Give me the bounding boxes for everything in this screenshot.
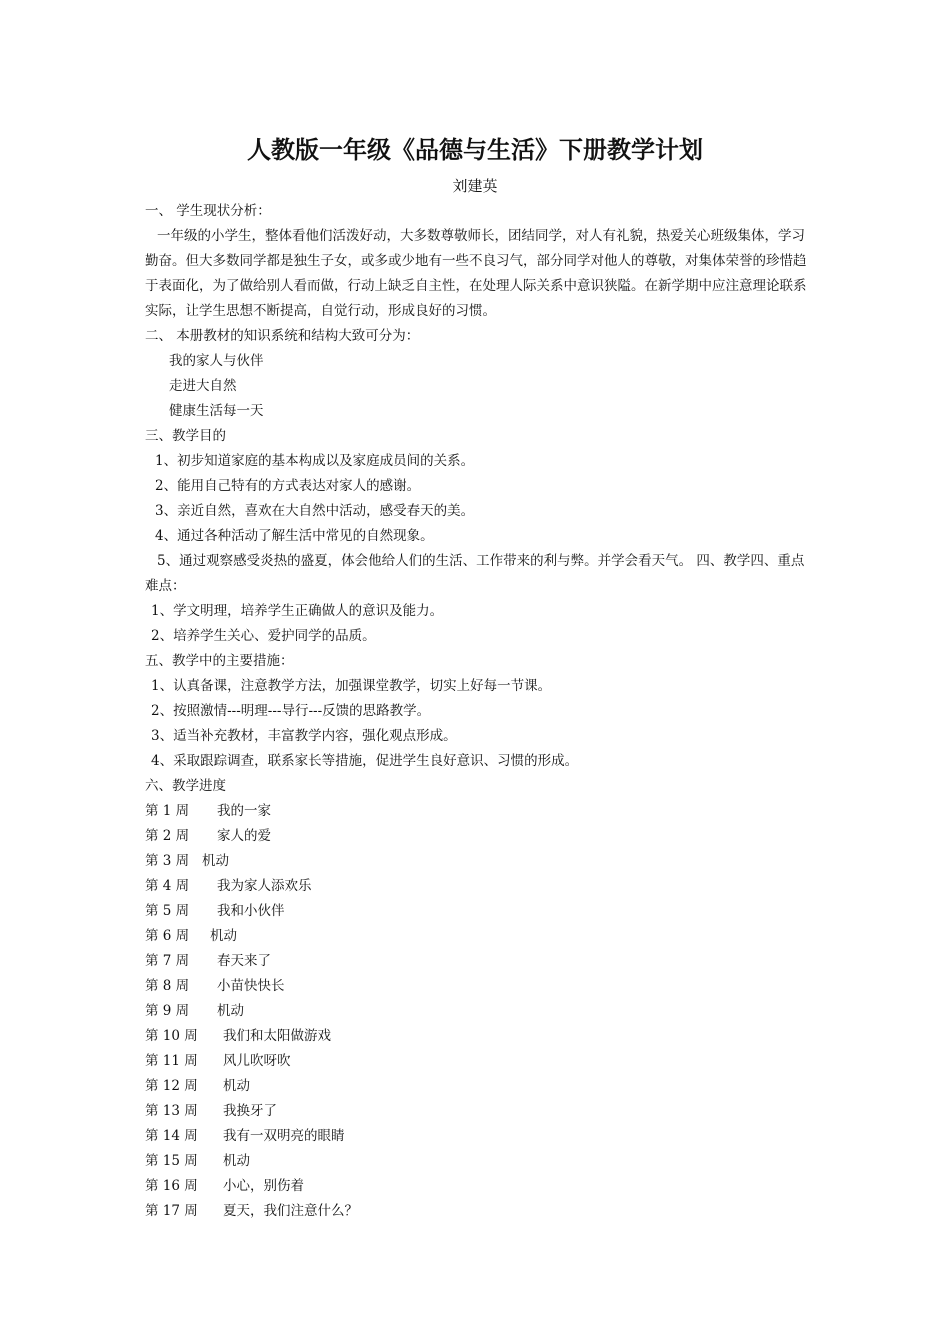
week-topic: 我为家人添欢乐 <box>217 878 312 894</box>
section-heading: 六、教学进度 <box>145 778 226 794</box>
schedule-row <box>145 874 810 899</box>
section-heading: 五、教学中的主要措施： <box>145 653 294 669</box>
week-topic: 我有一双明亮的眼睛 <box>223 1128 345 1144</box>
week-label: 第 1 周 <box>145 803 190 819</box>
schedule-row <box>145 799 810 824</box>
week-label: 第 9 周 <box>145 1003 190 1019</box>
week-label: 第 4 周 <box>145 878 190 894</box>
week-topic: 我换牙了 <box>223 1103 277 1119</box>
list-item: 健康生活每一天 <box>169 403 264 419</box>
schedule-row <box>145 924 810 949</box>
list-item: 3、亲近自然，喜欢在大自然中活动，感受春天的美。 <box>155 503 475 519</box>
schedule-row <box>145 974 810 999</box>
week-label: 第 7 周 <box>145 953 190 969</box>
schedule-row <box>145 1174 810 1199</box>
week-label: 第 15 周 <box>145 1153 198 1169</box>
week-topic: 机动 <box>223 1153 250 1169</box>
list-item: 2、按照激情---明理---导行---反馈的思路教学。 <box>151 703 431 719</box>
schedule-row <box>145 1149 810 1174</box>
week-label: 第 10 周 <box>145 1028 198 1044</box>
week-topic: 机动 <box>223 1078 250 1094</box>
list-item: 2、能用自己特有的方式表达对家人的感谢。 <box>155 478 421 494</box>
schedule-row <box>145 824 810 849</box>
week-label: 第 2 周 <box>145 828 190 844</box>
schedule-row <box>145 1024 810 1049</box>
list-item: 1、学文明理，培养学生正确做人的意识及能力。 <box>151 603 444 619</box>
week-label: 第 8 周 <box>145 978 190 994</box>
list-item: 4、采取跟踪调查，联系家长等措施，促进学生良好意识、习惯的形成。 <box>151 753 579 769</box>
week-label: 第 5 周 <box>145 903 190 919</box>
week-topic: 我们和太阳做游戏 <box>223 1028 331 1044</box>
list-item: 3、适当补充教材，丰富教学内容，强化观点形成。 <box>151 728 457 744</box>
week-label: 第 17 周 <box>145 1203 198 1219</box>
week-topic: 小心，别伤着 <box>223 1178 304 1194</box>
week-topic: 我和小伙伴 <box>217 903 285 919</box>
section-heading: 一、 学生现状分析： <box>145 203 271 219</box>
schedule-row <box>145 1199 810 1224</box>
week-topic: 机动 <box>202 853 229 869</box>
week-label: 第 6 周 <box>145 928 190 944</box>
week-label: 第 13 周 <box>145 1103 198 1119</box>
week-topic: 机动 <box>217 1003 244 1019</box>
week-label: 第 3 周 <box>145 853 190 869</box>
schedule-row <box>145 949 810 974</box>
week-topic: 家人的爱 <box>217 828 271 844</box>
week-label: 第 16 周 <box>145 1178 198 1194</box>
document-body <box>145 199 810 1224</box>
paragraph: 一年级的小学生，整体看他们活泼好动，大多数尊敬师长，团结同学，对人有礼貌，热爱关心班级集体，学习勤奋。但大多数同学都是独生子女，或多或少地有一些不良习气，部分同学对他人的尊敬，对集体荣誉的珍惜趋于表面化，为了做给别人看而做，行动上缺乏自主性，在处理人际关系中意识狭隘。在新学期中应注意理论联系实际，让学生思想不断提高，自觉行动，形成良好的习惯。 <box>145 228 807 319</box>
week-topic: 小苗快快长 <box>217 978 285 994</box>
schedule-row <box>145 1099 810 1124</box>
week-label: 第 11 周 <box>145 1053 198 1069</box>
schedule-row <box>145 999 810 1024</box>
list-item: 4、通过各种活动了解生活中常见的自然现象。 <box>155 528 434 544</box>
document-title: 人教版一年级《品德与生活》下册教学计划 <box>247 135 703 164</box>
week-topic: 夏天，我们注意什么？ <box>223 1203 358 1219</box>
list-item: 1、初步知道家庭的基本构成以及家庭成员间的关系。 <box>155 453 475 469</box>
section-heading: 三、教学目的 <box>145 428 226 444</box>
schedule-row <box>145 899 810 924</box>
week-label: 第 12 周 <box>145 1078 198 1094</box>
week-topic: 机动 <box>210 928 237 944</box>
schedule-row <box>145 849 810 874</box>
list-item: 走进大自然 <box>169 378 237 394</box>
week-topic: 春天来了 <box>217 953 271 969</box>
author-name: 刘建英 <box>452 177 498 195</box>
list-item: 5、通过观察感受炎热的盛夏，体会他给人们的生活、工作带来的利与弊。并学会看天气。 四、教学四、重点难点： <box>145 553 805 594</box>
schedule-row <box>145 1074 810 1099</box>
list-item: 我的家人与伙伴 <box>169 353 264 369</box>
week-label: 第 14 周 <box>145 1128 198 1144</box>
week-topic: 我的一家 <box>217 803 271 819</box>
schedule-row <box>145 1049 810 1074</box>
list-item: 2、培养学生关心、爱护同学的品质。 <box>151 628 376 644</box>
week-topic: 风儿吹呀吹 <box>223 1053 291 1069</box>
list-item: 1、认真备课，注意教学方法，加强课堂教学，切实上好每一节课。 <box>151 678 552 694</box>
section-heading: 二、 本册教材的知识系统和结构大致可分为： <box>145 328 420 344</box>
schedule-row <box>145 1124 810 1149</box>
